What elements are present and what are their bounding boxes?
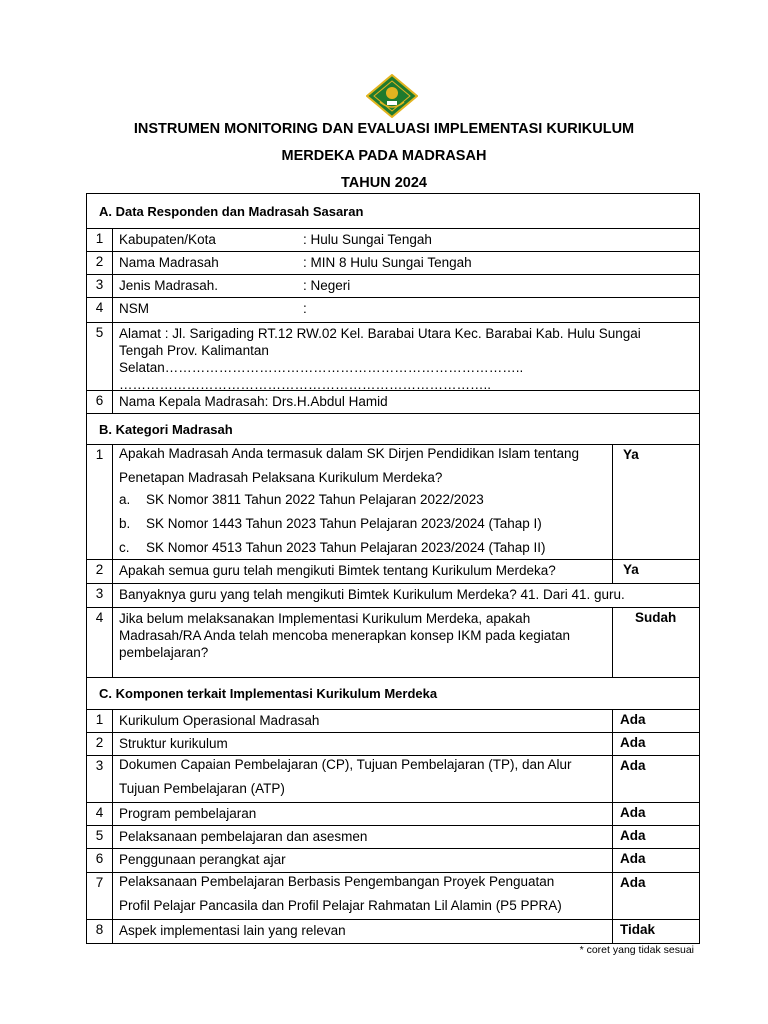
table-row	[86, 228, 700, 252]
option-c: c. SK Nomor 4513 Tahun 2023 Tahun Pelajaran 2023/2024 (Tahap II)	[119, 540, 546, 555]
field-value: : Hulu Sungai Tengah	[303, 232, 432, 247]
address-line: Selatan……………………………………………………………………..	[119, 360, 524, 375]
component-text: Program pembelajaran	[119, 806, 257, 821]
answer-cell: Ada	[612, 756, 699, 802]
component-text: Pelaksanaan Pembelajaran Berbasis Pengembangan Proyek Penguatan	[119, 874, 555, 889]
field-label: Jenis Madrasah.	[119, 278, 219, 293]
table-row	[86, 322, 700, 391]
table-row	[86, 919, 700, 944]
question-text: pembelajaran?	[119, 645, 209, 660]
document-title-line-1: INSTRUMEN MONITORING DAN EVALUASI IMPLEMENTASI KURIKULUM	[133, 121, 635, 137]
row-number: 4	[87, 298, 113, 322]
answer-cell: Ya	[612, 560, 699, 583]
answer-cell: Ada	[612, 803, 699, 825]
row-number: 2	[87, 560, 113, 583]
field-value: :	[303, 301, 307, 316]
table-row	[86, 825, 700, 849]
answer-cell: Ya	[612, 445, 699, 559]
component-text: Dokumen Capaian Pembelajaran (CP), Tujuan Pembelajaran (TP), dan Alur	[119, 757, 572, 772]
row-number: 5	[87, 826, 113, 848]
document-title-line-3: TAHUN 2024	[341, 175, 427, 191]
table-row	[86, 274, 700, 298]
table-row	[86, 390, 700, 414]
row-number: 7	[87, 873, 113, 919]
answer-cell: Ada	[612, 710, 699, 732]
question-text: Apakah semua guru telah mengikuti Bimtek tentang Kurikulum Merdeka?	[119, 563, 556, 578]
row-number: 1	[87, 445, 113, 559]
address-line: Alamat : Jl. Sarigading RT.12 RW.02 Kel. Barabai Utara Kec. Barabai Kab. Hulu Sungai	[119, 326, 641, 341]
address-line: ………………………………………………………………………..	[119, 377, 492, 392]
answer-cell: Ada	[612, 733, 699, 755]
option-a: a. SK Nomor 3811 Tahun 2022 Tahun Pelajaran 2022/2023	[119, 492, 484, 507]
table-row	[86, 559, 700, 584]
row-number: 5	[87, 323, 113, 390]
table-row	[86, 872, 700, 920]
answer-cell: Tidak	[612, 920, 699, 943]
row-number: 6	[87, 849, 113, 872]
field-label: NSM	[119, 301, 149, 316]
row-number: 4	[87, 803, 113, 825]
component-text: Kurikulum Operasional Madrasah	[119, 713, 320, 728]
answer-cell: Ada	[612, 849, 699, 872]
table-row	[86, 583, 700, 608]
table-row	[86, 251, 700, 275]
address-line: Tengah Prov. Kalimantan	[119, 343, 269, 358]
component-text: Aspek implementasi lain yang relevan	[119, 923, 346, 938]
row-number: 2	[87, 733, 113, 755]
row-number: 6	[87, 391, 113, 413]
question-text: Banyaknya guru yang telah mengikuti Bimtek Kurikulum Merdeka? 41. Dari 41. guru.	[119, 587, 625, 602]
row-number: 3	[87, 275, 113, 297]
table-row	[86, 732, 700, 756]
answer-cell: Sudah	[612, 608, 699, 677]
head-of-madrasah: Nama Kepala Madrasah: Drs.H.Abdul Hamid	[119, 394, 388, 409]
option-b: b. SK Nomor 1443 Tahun 2023 Tahun Pelajaran 2023/2024 (Tahap I)	[119, 516, 542, 531]
field-value: : Negeri	[303, 278, 351, 293]
section-c-heading: C. Komponen terkait Implementasi Kurikulum Merdeka	[86, 677, 700, 710]
field-label: Kabupaten/Kota	[119, 232, 216, 247]
row-number: 1	[87, 710, 113, 732]
field-label: Nama Madrasah	[119, 255, 219, 270]
answer-cell: Ada	[612, 873, 699, 919]
table-row	[86, 607, 700, 678]
document-title-line-2: MERDEKA PADA MADRASAH	[281, 148, 487, 164]
row-number: 3	[87, 756, 113, 802]
table-row	[86, 709, 700, 733]
section-a-heading: A. Data Responden dan Madrasah Sasaran	[86, 193, 700, 229]
table-row	[86, 444, 700, 560]
component-text: Penggunaan perangkat ajar	[119, 852, 286, 867]
row-number: 8	[87, 920, 113, 943]
component-text: Pelaksanaan pembelajaran dan asesmen	[119, 829, 368, 844]
answer-cell: Ada	[612, 826, 699, 848]
question-text: Madrasah/RA Anda telah mencoba menerapkan konsep IKM pada kegiatan	[119, 628, 571, 643]
row-number: 4	[87, 608, 113, 677]
row-number: 1	[87, 229, 113, 251]
kemenag-logo	[366, 74, 418, 118]
row-number: 3	[87, 584, 113, 607]
row-number: 2	[87, 252, 113, 274]
field-value: : MIN 8 Hulu Sungai Tengah	[303, 255, 472, 270]
component-text: Profil Pelajar Pancasila dan Profil Pelajar Rahmatan Lil Alamin (P5 PPRA)	[119, 898, 562, 913]
section-b-heading: B. Kategori Madrasah	[86, 413, 700, 445]
table-row	[86, 755, 700, 803]
component-text: Struktur kurikulum	[119, 736, 228, 751]
component-text: Tujuan Pembelajaran (ATP)	[119, 781, 285, 796]
question-text: Jika belum melaksanakan Implementasi Kurikulum Merdeka, apakah	[119, 611, 531, 626]
table-row	[86, 802, 700, 826]
footnote: * coret yang tidak sesuai	[579, 944, 694, 956]
question-text: Apakah Madrasah Anda termasuk dalam SK Dirjen Pendidikan Islam tentang	[119, 446, 580, 461]
question-text: Penetapan Madrasah Pelaksana Kurikulum Merdeka?	[119, 470, 443, 485]
table-row	[86, 297, 700, 323]
table-row	[86, 848, 700, 873]
